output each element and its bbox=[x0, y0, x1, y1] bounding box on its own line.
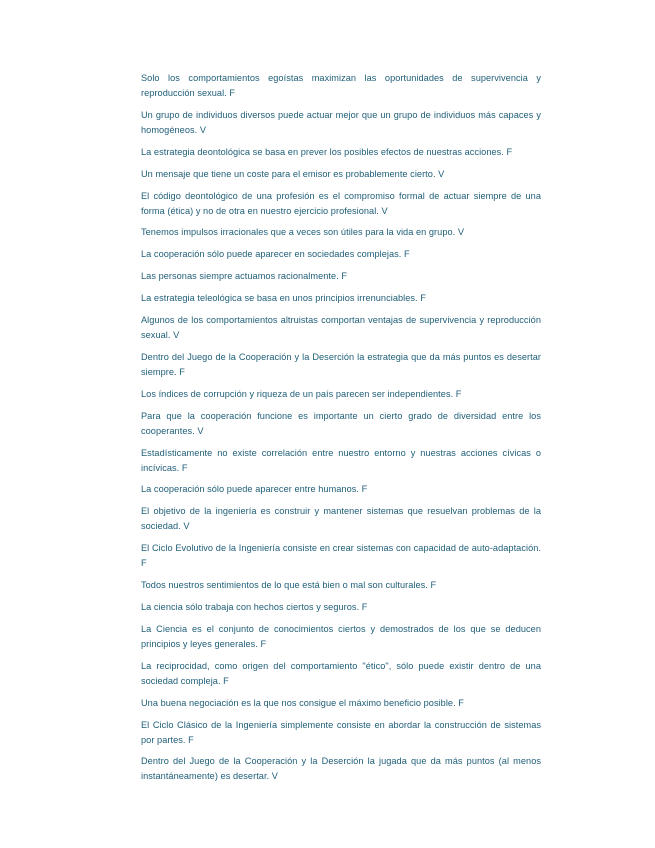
statement: Algunos de los comportamientos altruistas comportan ventajas de supervivencia y reproducción sexual. V bbox=[141, 315, 541, 341]
statement: El objetivo de la ingeniería es construir y mantener sistemas que resuelvan problemas de la sociedad. V bbox=[141, 506, 541, 532]
statement: La estrategia teleológica se basa en unos principios irrenunciables. F bbox=[141, 293, 426, 304]
statement: La Ciencia es el conjunto de conocimientos ciertos y demostrados de los que se deducen principios y leyes generales. F bbox=[141, 623, 541, 649]
statement: La cooperación sólo puede aparecer entre humanos. F bbox=[141, 484, 368, 495]
statement: El Ciclo Evolutivo de la Ingeniería consiste en crear sistemas con capacidad de auto-adaptación. F bbox=[141, 543, 541, 569]
statement: El Ciclo Clásico de la Ingeniería simplemente consiste en abordar la construcción de sistemas por partes. F bbox=[141, 719, 541, 745]
statement: El código deontológico de una profesión es el compromiso formal de actuar siempre de una forma (ética) y no de otra en nuestro ejercicio profesional. V bbox=[141, 190, 541, 216]
statement: Un mensaje que tiene un coste para el emisor es probablemente cierto. V bbox=[141, 168, 445, 179]
statement: Un grupo de individuos diversos puede actuar mejor que un grupo de individuos más capaces y homogéneos. V bbox=[141, 109, 541, 135]
statement: Tenemos impulsos irracionales que a veces son útiles para la vida en grupo. V bbox=[141, 227, 465, 238]
statement: Una buena negociación es la que nos consigue el máximo beneficio posible. F bbox=[141, 697, 464, 708]
statement: Estadísticamente no existe correlación entre nuestro entorno y nuestras acciones cívicas o incívicas. F bbox=[141, 447, 541, 473]
statement: La cooperación sólo puede aparecer en sociedades complejas. F bbox=[141, 249, 410, 260]
statement: Las personas siempre actuamos racionalmente. F bbox=[141, 271, 348, 282]
statement: Solo los comportamientos egoístas maximizan las oportunidades de supervivencia y reproducción sexual. F bbox=[141, 73, 541, 98]
statement: Los índices de corrupción y riqueza de un país parecen ser independientes. F bbox=[141, 388, 462, 399]
statement: La ciencia sólo trabaja con hechos ciertos y seguros. F bbox=[141, 602, 368, 613]
statement: Para que la cooperación funcione es importante un cierto grado de diversidad entre los cooperantes. V bbox=[141, 410, 541, 436]
statement: La reciprocidad, como origen del comportamiento "ético", sólo puede existir dentro de una sociedad compleja. F bbox=[141, 660, 541, 686]
statement: Dentro del Juego de la Cooperación y la Deserción la estrategia que da más puntos es desertar siempre. F bbox=[141, 351, 541, 377]
statement: Todos nuestros sentimientos de lo que está bien o mal son culturales. F bbox=[141, 580, 437, 591]
statement: La estrategia deontológica se basa en prever los posibles efectos de nuestras acciones. F bbox=[141, 146, 513, 157]
statement: Dentro del Juego de la Cooperación y la Deserción la jugada que da más puntos (al menos instantáneamente) es desertar. V bbox=[141, 756, 541, 782]
